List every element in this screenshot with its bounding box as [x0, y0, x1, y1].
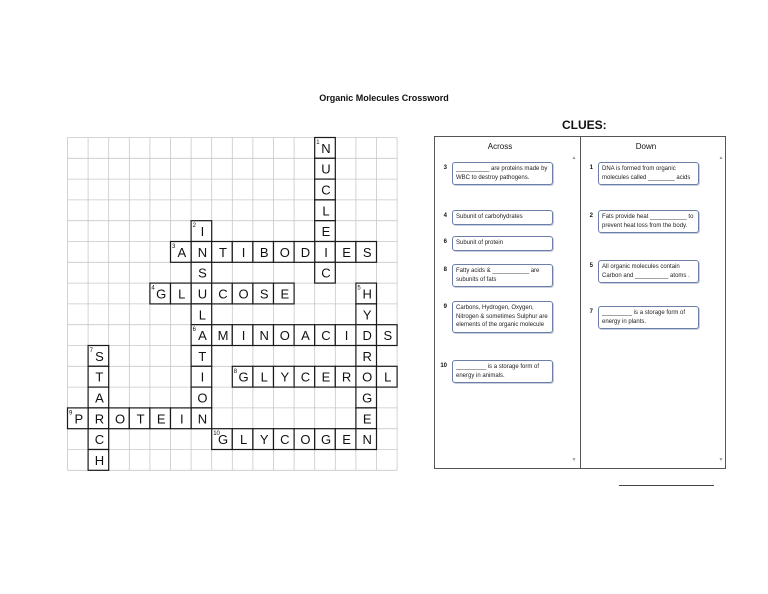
clue-number-label: 8 — [233, 368, 238, 375]
clue-number: 5 — [589, 263, 593, 269]
column-divider — [580, 137, 581, 468]
signature-line — [619, 485, 714, 486]
cell-letter: O — [197, 390, 208, 406]
cell-letter: M — [217, 328, 229, 344]
cell-letter: T — [95, 369, 104, 385]
clue-number: 9 — [443, 304, 447, 310]
clue-text[interactable]: Subunit of protein — [452, 236, 553, 251]
cell-letter: L — [178, 286, 186, 302]
cell-letter: C — [218, 286, 228, 302]
clue-text[interactable]: Fatty acids & ___________ are subunits of fats — [452, 264, 553, 287]
cell-letter: S — [259, 286, 269, 302]
cell-letter: A — [198, 328, 207, 344]
cell-letter: C — [94, 432, 105, 448]
cell-letter: E — [321, 224, 331, 240]
cell-letter: H — [94, 452, 105, 468]
cell-letter: S — [198, 265, 207, 281]
cell-letter: L — [322, 203, 330, 219]
cell-letter: N — [197, 411, 208, 427]
cell-letter: O — [300, 432, 311, 448]
cell-letter: T — [219, 244, 227, 260]
scroll-down-icon[interactable]: ▼ — [718, 457, 724, 463]
cell-letter: C — [300, 369, 311, 385]
cell-letter: Y — [362, 307, 372, 323]
across-heading: Across — [487, 142, 513, 151]
cell-letter: I — [324, 244, 328, 260]
cell-letter: I — [344, 328, 349, 344]
cell-letter: O — [279, 244, 290, 260]
cell-letter: E — [342, 244, 351, 260]
cell-letter: N — [362, 432, 372, 448]
cell-letter: C — [321, 328, 331, 344]
clues-heading: CLUES: — [562, 118, 607, 132]
cell-letter: O — [362, 369, 373, 385]
cell-letter: G — [156, 286, 167, 302]
cell-letter: S — [362, 244, 372, 260]
clue-number-label: 4 — [151, 285, 155, 292]
cell-letter: N — [197, 244, 208, 260]
clue-text[interactable]: Subunit of carbohydrates — [452, 210, 553, 225]
clue-text[interactable]: Fats provide heat ___________ to prevent heat loss from the body. — [598, 210, 699, 233]
cell-letter: Y — [280, 369, 290, 385]
cell-letter: L — [260, 369, 268, 385]
cell-letter: I — [179, 411, 184, 427]
clue-text[interactable]: All organic molecules contain Carbon and __________ atoms . — [598, 260, 699, 283]
cell-letter: I — [241, 328, 246, 344]
cell-letter: G — [238, 369, 249, 385]
cell-letter: E — [342, 432, 351, 448]
cell-letter: H — [362, 286, 372, 302]
cell-letter: C — [280, 432, 290, 448]
clue-number-label: 10 — [213, 431, 220, 438]
page-title: Organic Molecules Crossword — [319, 93, 449, 103]
cell-letter: L — [384, 369, 392, 385]
cell-letter: A — [301, 328, 310, 344]
cell-letter: P — [74, 411, 84, 427]
clue-number-label: 5 — [357, 285, 361, 292]
clue-number-label: 2 — [192, 223, 196, 230]
clue-number-label: 3 — [172, 244, 176, 250]
clue-text[interactable]: __________ are proteins made by WBC to destroy pathogens. — [452, 162, 553, 185]
cell-letter: T — [136, 411, 145, 427]
cell-letter: G — [362, 390, 373, 406]
clue-number: 3 — [443, 165, 447, 171]
cell-letter: O — [279, 328, 290, 344]
scroll-up-icon[interactable]: ▲ — [718, 155, 724, 161]
cell-letter: E — [156, 411, 166, 427]
clue-text[interactable]: _________ is a storage form of energy in plants. — [598, 306, 699, 329]
clue-number: 10 — [440, 363, 447, 369]
scroll-down-icon[interactable]: ▼ — [571, 457, 577, 463]
cell-letter: O — [114, 411, 126, 427]
cell-letter: C — [321, 182, 331, 198]
cell-letter: D — [300, 244, 311, 260]
cell-letter: A — [95, 390, 104, 406]
clue-number: 6 — [443, 239, 447, 245]
clue-text[interactable]: DNA is formed from organic molecules called ________ acids — [598, 162, 699, 185]
cell-letter: I — [200, 369, 205, 385]
cell-letter: U — [197, 286, 208, 302]
cell-letter: O — [238, 286, 249, 302]
cell-letter: N — [259, 328, 269, 344]
cell-letter: U — [321, 161, 331, 177]
cell-letter: R — [94, 411, 105, 427]
cell-letter: E — [362, 411, 372, 427]
cell-letter: L — [198, 307, 207, 323]
cell-letter: B — [259, 244, 269, 260]
clue-number-label: 7 — [89, 348, 93, 354]
clue-number: 8 — [443, 267, 447, 273]
cell-letter: I — [241, 244, 246, 260]
cell-letter: D — [362, 328, 372, 344]
clue-number: 4 — [443, 213, 447, 219]
down-heading: Down — [635, 142, 657, 151]
cell-letter: C — [321, 265, 331, 281]
scroll-up-icon[interactable]: ▲ — [571, 155, 577, 161]
cell-letter: I — [200, 224, 205, 240]
cell-letter: G — [217, 432, 229, 448]
cell-letter: A — [177, 244, 187, 260]
clue-number: 2 — [589, 213, 593, 219]
cell-letter: R — [362, 348, 372, 364]
cell-letter: G — [320, 432, 332, 448]
clue-number-label: 1 — [316, 140, 320, 146]
cell-letter: S — [95, 348, 104, 364]
cell-letter: N — [321, 140, 331, 156]
clue-number-label: 9 — [69, 410, 73, 417]
cell-letter: Y — [259, 432, 269, 448]
cell-letter: E — [280, 286, 290, 302]
cell-letter: T — [198, 348, 207, 364]
down-scrollbar[interactable] — [718, 155, 724, 467]
clue-text[interactable]: Carbons, Hydrogen, Oxygen, Nitrogen & sometimes Sulphur are elements of the organic molecule — [452, 301, 553, 333]
cell-letter: R — [341, 369, 352, 385]
cell-letter: E — [321, 369, 331, 385]
cell-letter: L — [239, 432, 248, 448]
cell-letter: S — [383, 328, 393, 344]
across-scrollbar[interactable] — [571, 155, 577, 467]
clue-text[interactable]: _________ is a storage form of energy in animals. — [452, 360, 553, 383]
clue-number-label: 6 — [192, 327, 196, 334]
clue-panel — [434, 136, 726, 469]
clue-number: 7 — [589, 309, 593, 315]
clue-number: 1 — [589, 165, 593, 171]
